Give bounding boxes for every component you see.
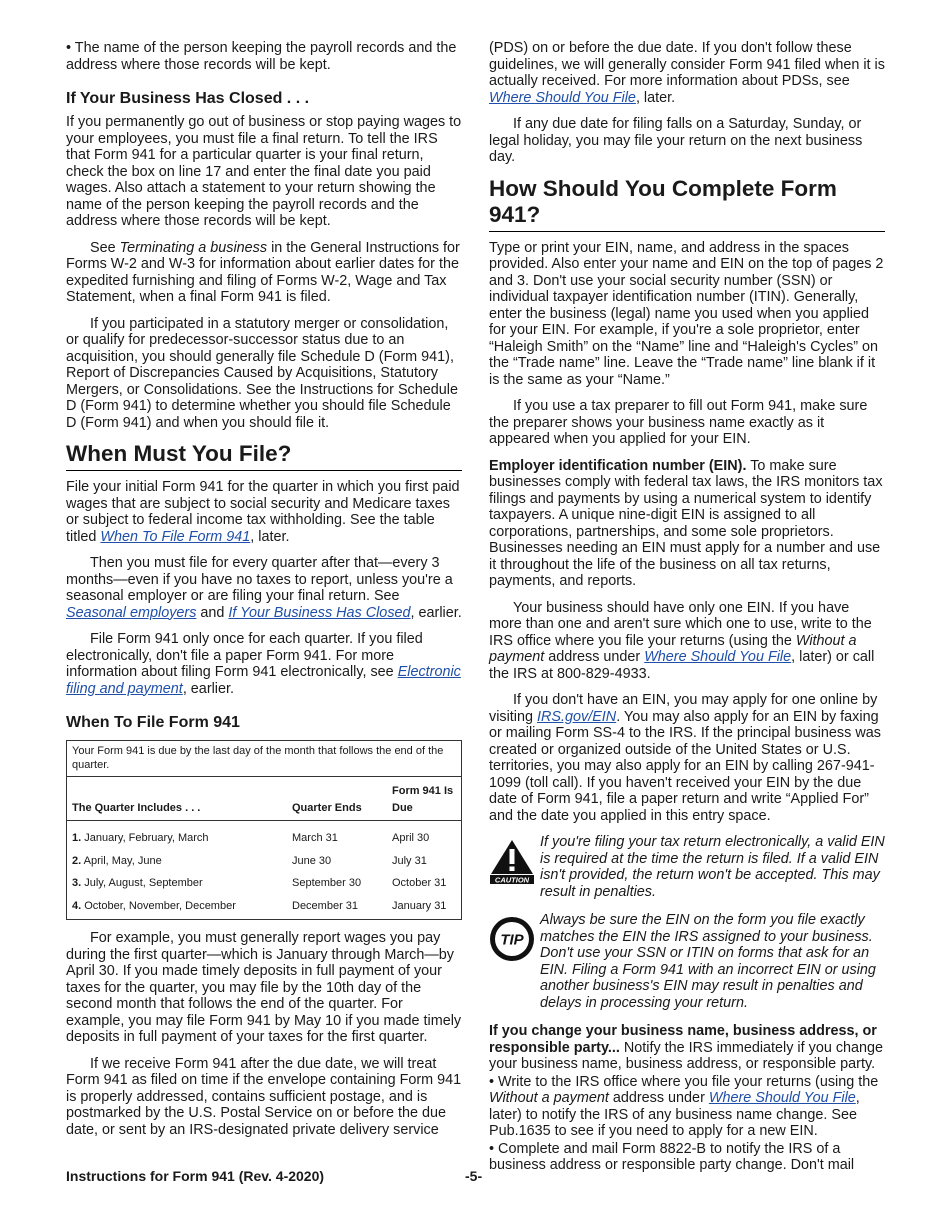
paragraph-first-quarter-example: For example, you must generally report wages you pay during the first quarter—which is January through March—by April 30. If you made timely deposits in full payment of your taxes for the quarter, you may file by the 10th day of the second month that follows the end of the quarter. For example, you may file Form 941 by May 10 if you made timely deposits in full payment of your taxes for the first quarter. [66,930,462,1045]
tip-note [489,912,885,1011]
table-header-due: Form 941 Is Due [387,777,462,821]
left-column [66,40,462,1148]
paragraph-no-ein: If you don't have an EIN, you may apply for one online by visiting IRS.gov/EIN. You may also apply for an EIN by faxing or mailing Form SS-4 to the IRS. If the principal business was created or organized outside of the United States or U.S. territories, you may also apply for an EIN by calling 267-941-1099 (toll call). If you haven't received your EIN by the due date of Form 941, file a paper return and write “Applied For” and the date you applied in this entry space. [489,692,881,824]
footer-form-title: Instructions for Form 941 (Rev. 4-2020) [66,1168,325,1184]
table-row: 2. April, May, June June 30 July 31 [72,854,427,867]
link-where-file-3[interactable]: Where Should You File [708,1090,856,1106]
caution-text: If you're filing your tax return electronically, a valid EIN is required at the time the return is filed. If a valid EIN isn't provided, the return won't be accepted. This may result in penalties. [540,834,885,900]
heading-when-to-file-table: When To File Form 941 [66,714,240,731]
paragraph-tax-preparer: If you use a tax preparer to fill out Form 941, make sure the preparer shows your business name exactly as it appeared when you applied for your EIN. [489,398,868,447]
paragraph-change-name: If you change your business name, business address, or responsible party... Notify the IRS immediately if you change your business name, business address, or responsible party. [489,1023,884,1072]
table-row: 4. October, November, December December 31 January 31 [72,899,447,912]
paragraph-initial-form: File your initial Form 941 for the quarter in which you first paid wages that are subject to social security and Medicare taxes or subject to federal income tax withholding. See the table titled When To File Form 941, later. [66,479,460,545]
paragraph-file-once: File Form 941 only once for each quarter. If you filed electronically, don't file a paper Form 941. For more information about filing Form 941 electronically, see Electronic filing and payment, earlier. [66,631,461,697]
table-header-quarter: The Quarter Includes . . . [67,777,288,821]
paragraph-every-quarter: Then you must file for every quarter after that—every 3 months—even if you have no taxes to report, unless you're a seasonal employer or are filing your final return. See Seasonal employers and If Your Business Has Closed, earlier. [66,555,462,621]
link-business-closed[interactable]: If Your Business Has Closed [228,604,411,621]
bullet-write-irs: • Write to the IRS office where you file your returns (using the Without a payment address under Where Should You File, later) to notify the IRS of any business name change. See Pub.1635 to see if you need to apply for a new EIN. [489,1073,879,1139]
link-where-file-2[interactable]: Where Should You File [644,649,792,665]
caution-note [489,834,885,900]
paragraph-ein: Employer identification number (EIN). To make sure businesses comply with federal tax laws, the IRS monitors tax filings and payments by using a numerical system to identify taxpayers. A unique nine-digit EIN is assigned to all corporations, partnerships, and some sole proprietors. Businesses needing an EIN must apply for a number and use it throughout the life of the business on all tax returns, payments, and reports. [489,457,883,589]
caution-icon [489,838,535,884]
link-seasonal-employers[interactable]: Seasonal employers [66,604,197,621]
svg-text:CAUTION: CAUTION [494,875,530,884]
svg-text:TIP: TIP [500,931,524,949]
right-column [489,40,885,1175]
heading-when-must-you-file: When Must You File? [66,441,462,471]
table-row: 1. January, February, March March 31 April 30 [72,832,430,844]
bullet-payroll-records: • The name of the person keeping the payroll records and the address where those records will be kept. [66,40,457,73]
paragraph-postmark: If we receive Form 941 after the due date, we will treat Form 941 as filed on time if the envelope containing Form 941 is properly addressed, contains sufficient postage, and is postmarked by the U.S. Postal Service on or before the due date, or sent by an IRS-designated private delivery service [66,1055,462,1138]
paragraph-final-return: If you permanently go out of business or stop paying wages to your employees, you must file a final return. To tell the IRS that Form 941 for a particular quarter is your final return, check the box on line 17 and enter the final date you paid wages. Also attach a statement to your return showing the name of the person keeping the payroll records and the address where those records will be kept. [66,114,462,229]
link-where-file-1[interactable]: Where Should You File [489,89,636,106]
tip-icon [489,916,535,962]
link-when-to-file[interactable]: When To File Form 941 [100,528,251,545]
paragraph-statutory-merger: If you participated in a statutory merger or consolidation, or qualify for predecessor-successor status due to an acquisition, you should generally file Schedule D (Form 941), Report of Discrepancies Caused by Acquisitions, Statutory Mergers, or Consolidations. See the Instructions for Schedule D (Form 941) to determine whether you should file Schedule D (Form 941) and when you should file it. [66,315,458,431]
footer-page-number: -5- [465,1168,483,1184]
paragraph-terminating-business: See Terminating a business in the General Instructions for Forms W-2 and W-3 for information about earlier dates for the expedited furnishing and filing of Forms W-2, Wage and Tax Statement, when a final Form 941 is filed. [66,239,460,305]
paragraph-one-ein: Your business should have only one EIN. If you have more than one and aren't sure which one to use, write to the IRS office where you file your returns (using the Without a payment address under Where Should You File, later) or call the IRS at 800-829-4933. [489,599,875,682]
table-header-ends: Quarter Ends [287,777,387,821]
link-electronic-filing[interactable]: Electronic filing and payment [66,664,461,697]
paragraph-weekend: If any due date for filing falls on a Saturday, Sunday, or legal holiday, you may file your return on the next business day. [489,116,863,165]
tip-text: Always be sure the EIN on the form you file exactly matches the EIN the IRS assigned to your business. Don't use your SSN or ITIN on forms that ask for an EIN. Filing a Form 941 with an incorrect EIN or using another business's EIN may result in penalties and delays in processing your return. [540,912,876,1011]
link-irs-ein[interactable]: IRS.gov/EIN [537,708,617,725]
paragraph-pds: (PDS) on or before the due date. If you don't follow these guidelines, we will generally consider Form 941 filed when it is actually received. For more information about PDSs, see Where Should You File, later. [489,40,885,106]
heading-how-complete: How Should You Complete Form 941? [489,176,885,232]
table-caption: Your Form 941 is due by the last day of the month that follows the end of the quarter. [67,741,462,777]
bullet-form-8822b: • Complete and mail Form 8822-B to notify the IRS of a business address or responsible party change. Don't mail [489,1140,855,1173]
paragraph-type-print: Type or print your EIN, name, and address in the spaces provided. Also enter your name and EIN on the top of pages 2 and 3. Don't use your social security number (SSN) or individual taxpayer identification number (ITIN). Generally, enter the business (legal) name you used when you applied for your EIN. For example, if you're a sole proprietor, enter “Haleigh Smith” on the “Name” line and “Haleigh's Cycles” on the “Trade name” line. Leave the “Trade name” line blank if it is the same as your “Name.” [489,239,884,388]
table-row: 3. July, August, September September 30 October 31 [72,877,447,889]
due-date-table [66,740,462,920]
heading-business-closed: If Your Business Has Closed . . . [66,90,310,107]
